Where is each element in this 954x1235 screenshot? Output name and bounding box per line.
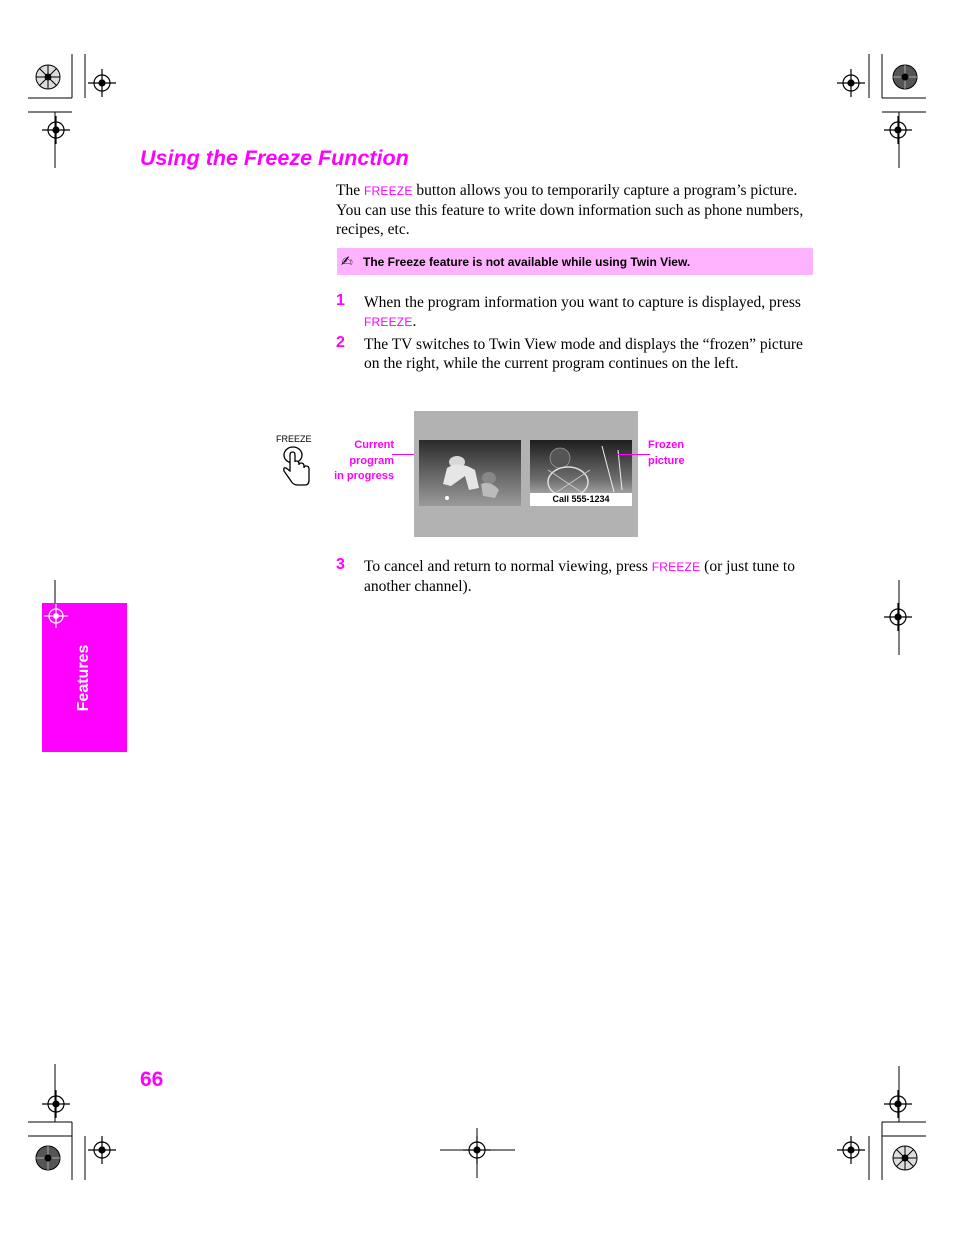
callout-line: Frozen xyxy=(648,439,685,451)
freeze-button-ref: FREEZE xyxy=(364,315,413,329)
intro-text-before: The xyxy=(336,182,364,199)
callout-line: picture xyxy=(648,454,685,467)
step-text-2: The TV switches to Twin View mode and displays the “frozen” picture on the right, while the current program continues on the left. xyxy=(364,336,803,372)
registration-mark-icon xyxy=(44,604,68,628)
step-number-1: 1 xyxy=(336,292,345,309)
step-1-text-before: When the program information you want to capture is displayed, press xyxy=(364,294,801,311)
page-title: Using the Freeze Function xyxy=(140,146,409,170)
twin-view-screen xyxy=(414,411,638,537)
page-number: 66 xyxy=(140,1068,164,1091)
step-3-text-before: To cancel and return to normal viewing, press xyxy=(364,558,652,575)
current-program-picture xyxy=(419,440,521,506)
freeze-button-ref: FREEZE xyxy=(363,184,413,198)
step-number-2: 2 xyxy=(336,334,345,351)
frozen-picture-callout xyxy=(648,438,708,469)
step-text-3 xyxy=(364,557,814,596)
callout-line: in progress xyxy=(334,470,394,482)
section-side-tab-label: Features xyxy=(75,644,92,712)
note-box xyxy=(337,248,813,275)
step-text-1 xyxy=(364,293,814,332)
intro-text-after: button allows you to temporarily capture a program’s picture. You can use this feature to write down information such as phone numbers, recipes, etc. xyxy=(336,182,804,238)
callout-line: Current xyxy=(354,439,394,451)
intro-paragraph xyxy=(336,181,814,239)
step-number-3: 3 xyxy=(336,556,345,573)
step-3-text-after: (or just tune to another channel). xyxy=(364,558,795,595)
freeze-button-label: FREEZE xyxy=(276,434,312,444)
note-text: The Freeze feature is not available while using Twin View. xyxy=(363,254,691,269)
freeze-button-ref: FREEZE xyxy=(651,560,701,574)
right-leader-line xyxy=(618,454,650,455)
pencil-note-icon: ✍ xyxy=(341,253,353,270)
step-1-text-after: . xyxy=(412,313,417,330)
hand-press-icon xyxy=(280,445,312,487)
frozen-caption: Call 555-1234 xyxy=(530,493,632,506)
callout-line: program xyxy=(349,454,394,467)
frozen-picture xyxy=(530,440,632,506)
current-program-callout xyxy=(334,438,394,485)
